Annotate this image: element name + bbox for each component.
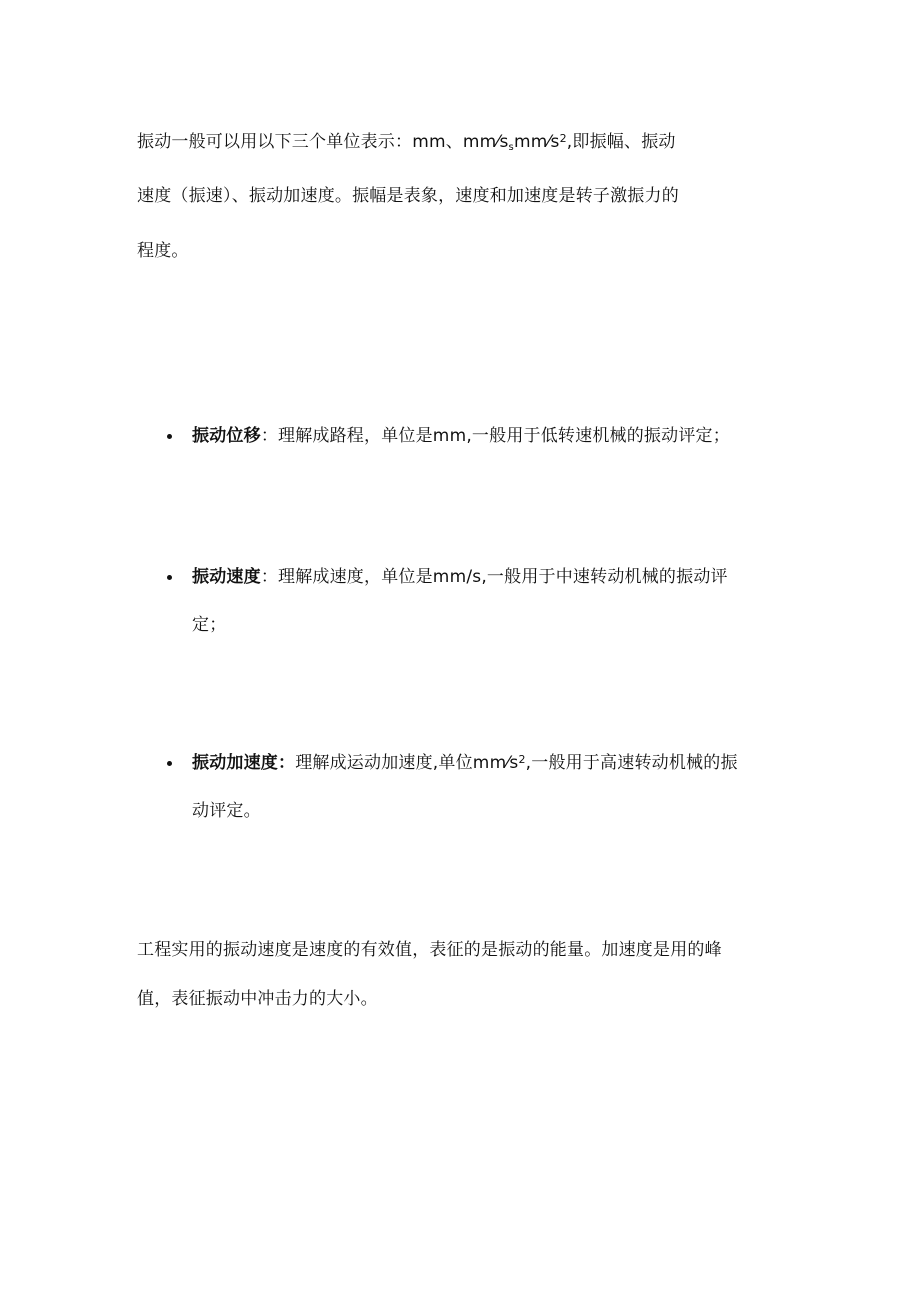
bullet-3-line-1	[192, 751, 738, 775]
intro-line-1-subscript: s	[508, 142, 514, 153]
bullet-dot-1	[167, 434, 172, 439]
bullet-1-text: ：理解成路程，单位是mm,一般用于低转速机械的振动评定；	[260, 426, 730, 446]
bullet-dot-3	[167, 761, 172, 766]
bullet-2-term: 振动速度	[192, 567, 261, 587]
intro-line-1-text-a: 振动一般可以用以下三个单位表示：mm、mm⁄s	[137, 132, 509, 152]
bullet-dot-2	[167, 575, 172, 580]
intro-line-2: 速度（振速）、振动加速度。振幅是表象，速度和加速度是转子激振力的	[137, 186, 679, 206]
intro-line-1-superscript: 2	[559, 132, 567, 145]
intro-line-3: 程度。	[137, 241, 189, 261]
conclusion-line-2: 值，表征振动中冲击力的大小。	[137, 989, 378, 1009]
intro-line-1-text-b: mm⁄s	[513, 132, 560, 152]
bullet-3-text-b: ,一般用于高速转动机械的振	[525, 753, 738, 773]
intro-line-1	[137, 130, 676, 157]
bullet-3-text-a: 理解成运动加速度,单位mm⁄s	[295, 753, 519, 773]
bullet-1-term: 振动位移	[192, 426, 261, 446]
intro-line-1-text-c: ,即振幅、振动	[566, 132, 676, 152]
bullet-2-line-1	[192, 565, 728, 589]
conclusion-line-1: 工程实用的振动速度是速度的有效值，表征的是振动的能量。加速度是用的峰	[137, 940, 722, 960]
bullet-3-line-2: 动评定。	[192, 801, 261, 821]
bullet-3-term: 振动加速度：	[192, 753, 296, 773]
bullet-3-superscript: 2	[518, 753, 526, 766]
bullet-2-line-2: 定；	[192, 615, 227, 635]
bullet-2-text: ：理解成速度，单位是mm/s,一般用于中速转动机械的振动评	[260, 567, 728, 587]
bullet-1-line-1	[192, 424, 730, 448]
